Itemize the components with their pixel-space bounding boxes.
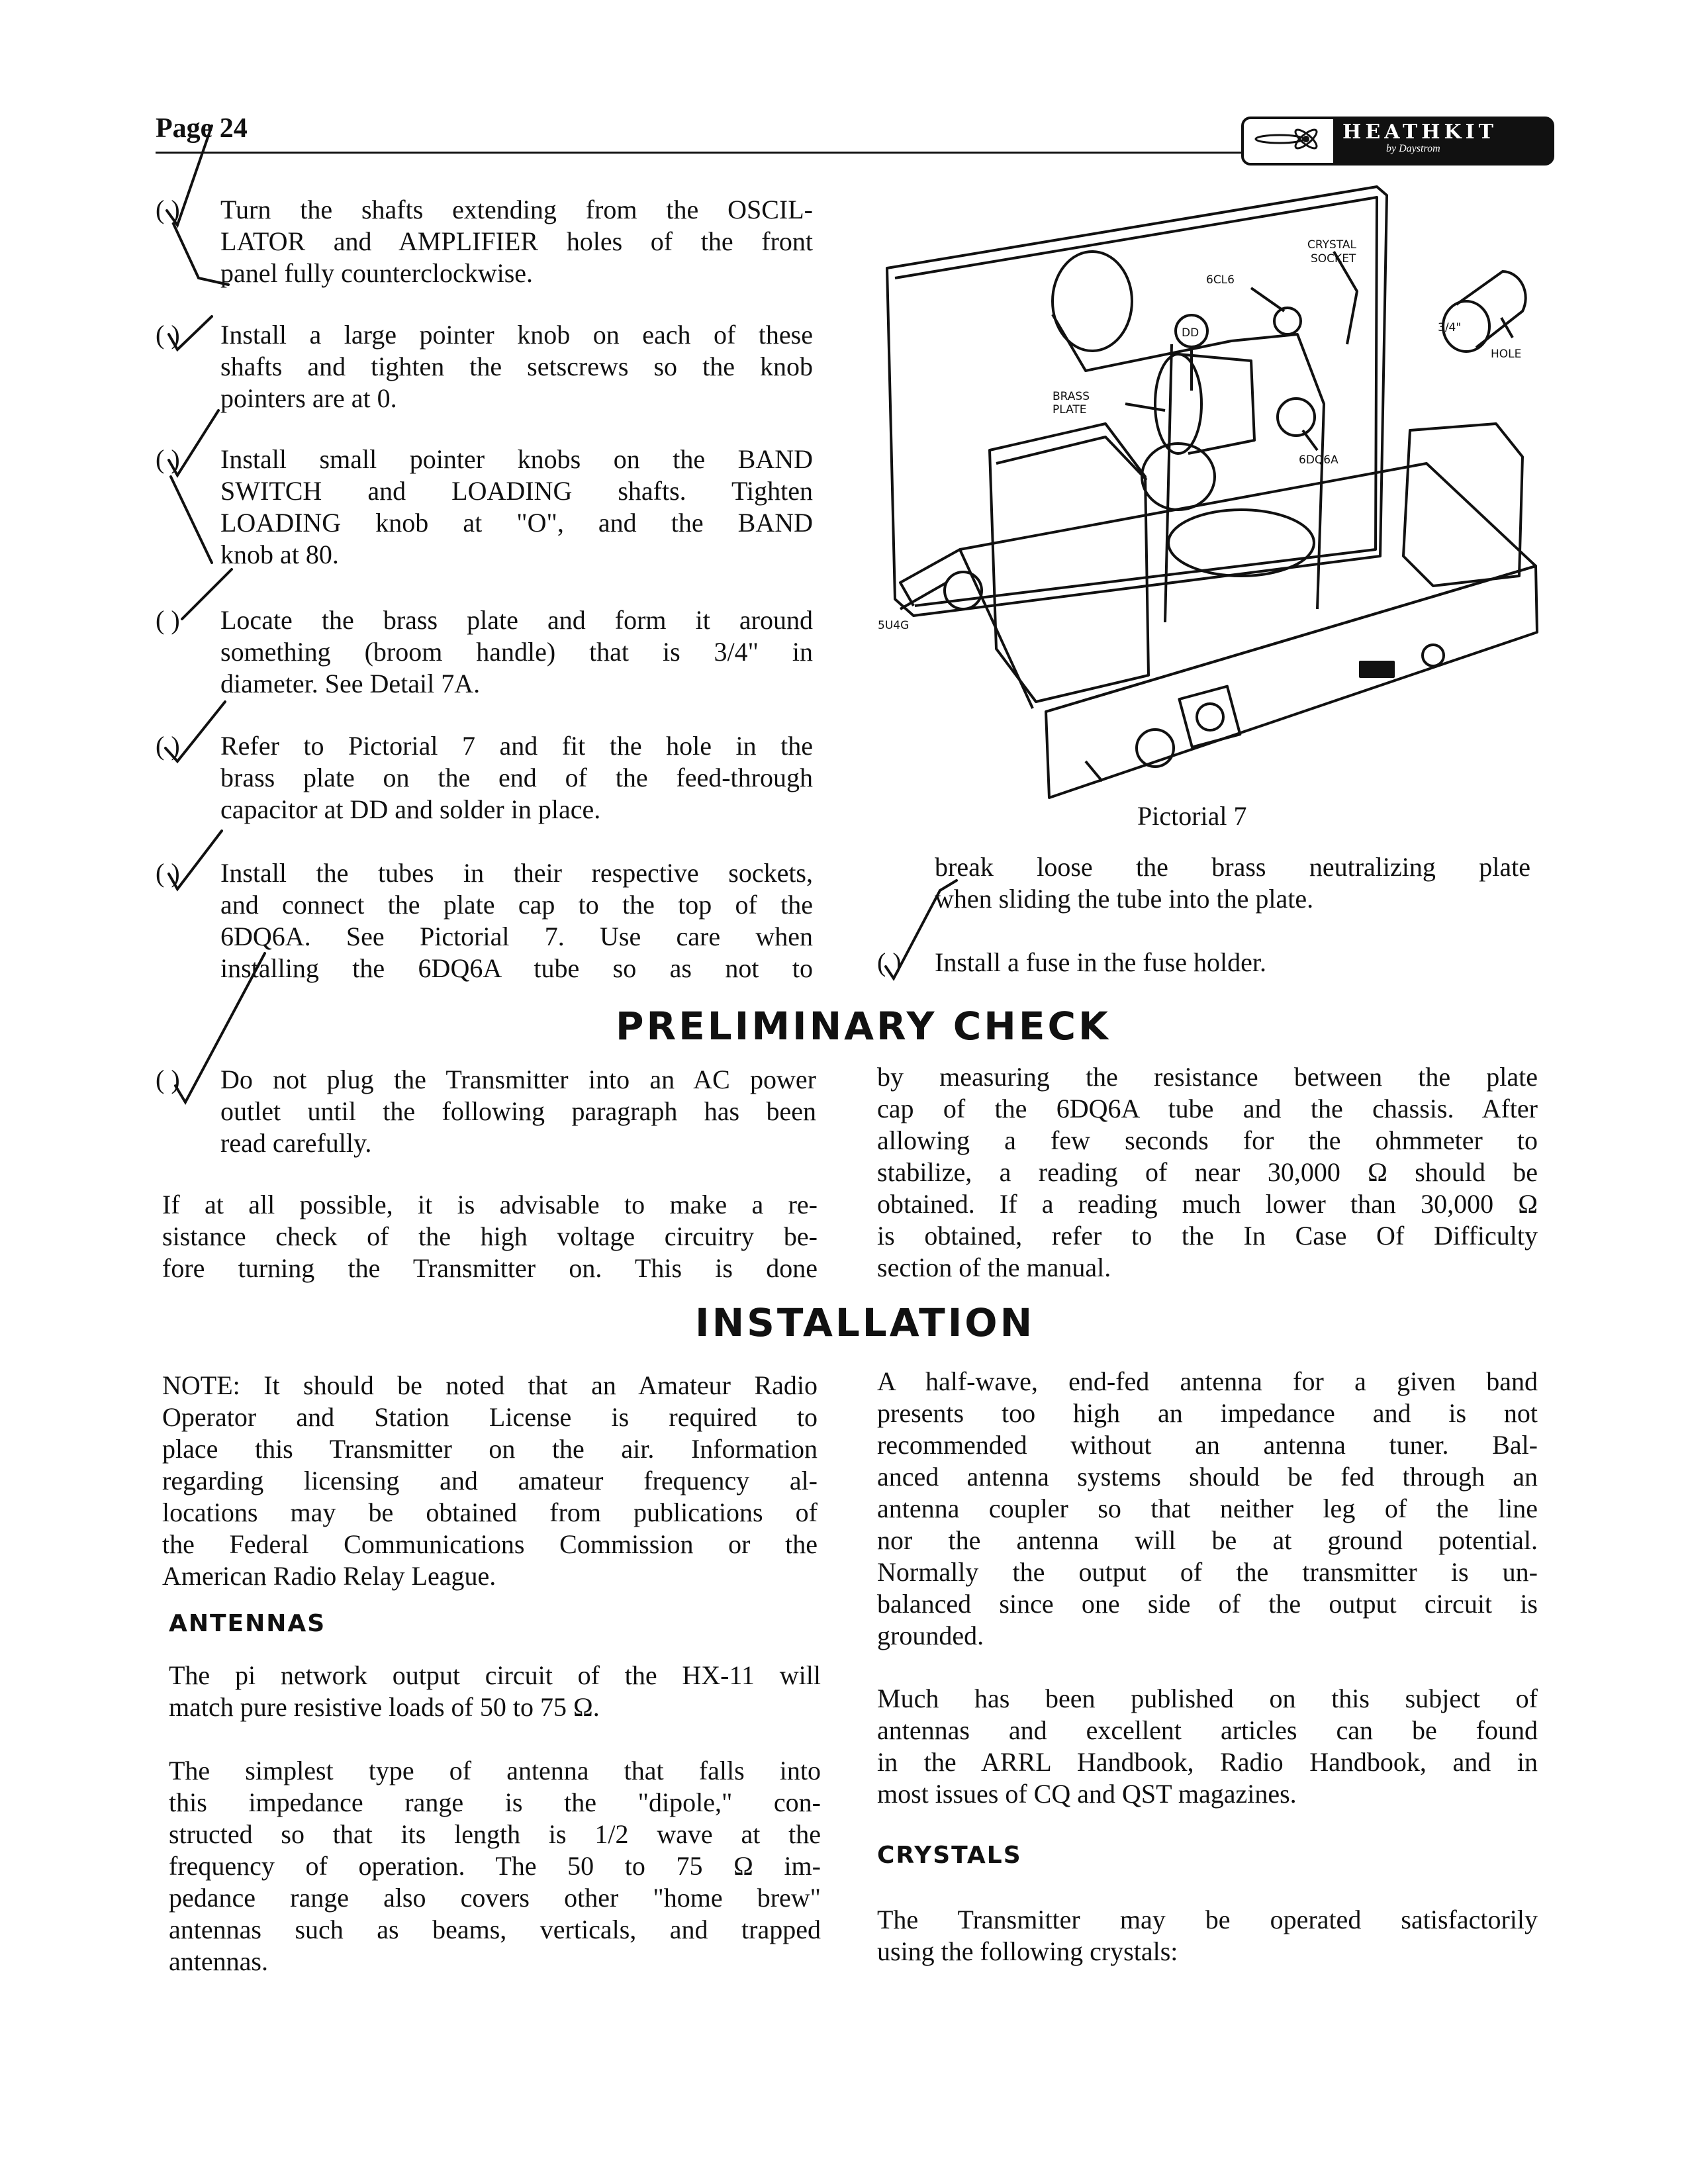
text-line: installing the 6DQ6A tube so as not to xyxy=(220,953,813,983)
text-line: section of the manual. xyxy=(877,1253,1111,1282)
step-6-continuation xyxy=(935,851,1530,915)
text-line: SWITCH and LOADING shafts. Tighten xyxy=(220,476,813,506)
text-line: match pure resistive loads of 50 to 75 Ω. xyxy=(169,1692,600,1722)
checkbox[interactable]: ( ) xyxy=(156,858,180,888)
preliminary-paragraph-right xyxy=(877,1061,1538,1284)
checkbox[interactable]: ( ) xyxy=(156,605,180,635)
text-line: Do not plug the Transmitter into an AC power xyxy=(220,1065,816,1094)
text-line: nor the antenna will be at ground potential. xyxy=(877,1525,1538,1555)
text-line: most issues of CQ and QST magazines. xyxy=(877,1779,1297,1809)
text-line: antennas. xyxy=(169,1946,268,1976)
text-line: The Transmitter may be operated satisfactorily xyxy=(877,1905,1538,1934)
text-line: recommended without an antenna tuner. Bal- xyxy=(877,1430,1538,1460)
text-line: regarding licensing and amateur frequency al- xyxy=(162,1466,818,1496)
text-line: antenna coupler so that neither leg of the line xyxy=(877,1494,1538,1523)
text-line: obtained. If a reading much lower than 30,000 Ω xyxy=(877,1189,1538,1219)
text-line: panel fully counterclockwise. xyxy=(220,258,534,288)
label-plate: PLATE xyxy=(1053,403,1087,416)
checkbox[interactable]: ( ) xyxy=(877,947,902,977)
text-line: locations may be obtained from publications of xyxy=(162,1497,818,1527)
label-dd: DD xyxy=(1182,326,1199,340)
text-line: using the following crystals: xyxy=(877,1936,1178,1966)
preliminary-check-heading: PRELIMINARY CHECK xyxy=(616,1004,1111,1049)
text-line: Install the tubes in their respective sockets, xyxy=(220,858,813,888)
text-line: American Radio Relay League. xyxy=(162,1561,496,1591)
text-line: read carefully. xyxy=(220,1128,372,1158)
pictorial-7-illustration xyxy=(871,179,1540,811)
checkbox[interactable]: ( ) xyxy=(156,320,180,350)
text-line: the Federal Communications Commission or the xyxy=(162,1529,818,1559)
label-hole: HOLE xyxy=(1491,348,1522,361)
text-line: Refer to Pictorial 7 and fit the hole in the xyxy=(220,731,813,761)
label-diameter: 3/4" xyxy=(1438,321,1462,334)
label-6dq6a: 6DQ6A xyxy=(1299,453,1338,467)
text-line: Operator and Station License is required to xyxy=(162,1402,818,1432)
step-fuse xyxy=(935,947,1530,978)
text-line: cap of the 6DQ6A tube and the chassis. After xyxy=(877,1094,1538,1123)
text-line: 6DQ6A. See Pictorial 7. Use care when xyxy=(220,922,813,951)
antenna-connector xyxy=(1179,687,1240,747)
text-line: A half-wave, end-fed antenna for a given band xyxy=(877,1366,1538,1396)
crystals-heading: CRYSTALS xyxy=(877,1842,1022,1869)
tube-socket-5u4g xyxy=(945,572,982,609)
toggle-switch xyxy=(1086,761,1102,781)
text-line: sistance check of the high voltage circuitry be- xyxy=(162,1221,818,1251)
text-line: allowing a few seconds for the ohmmeter to xyxy=(877,1125,1538,1155)
brass-plate xyxy=(1155,354,1201,453)
antennas-paragraph-2 xyxy=(169,1755,821,1977)
text-line: The pi network output circuit of the HX-11 will xyxy=(169,1660,821,1690)
transformer-right xyxy=(1403,424,1523,586)
logo-subtext: by Daystrom xyxy=(1386,143,1440,154)
text-line: something (broom handle) that is 3/4" in xyxy=(220,637,813,667)
checkbox[interactable]: ( ) xyxy=(156,1065,180,1094)
antennas-paragraph-4 xyxy=(877,1683,1538,1810)
text-line: fore turning the Transmitter on. This is done xyxy=(162,1253,818,1283)
text-line: shafts and tighten the setscrews so the knob xyxy=(220,352,813,381)
text-line: Turn the shafts extending from the OSCIL- xyxy=(220,195,813,224)
antennas-paragraph-1 xyxy=(169,1660,821,1723)
text-line: frequency of operation. The 50 to 75 Ω im- xyxy=(169,1851,821,1881)
label-brass: BRASS xyxy=(1053,390,1090,403)
tube-socket-6dq6a xyxy=(1278,399,1315,436)
text-line: Install small pointer knobs on the BAND xyxy=(220,444,813,474)
label-crystal: CRYSTAL xyxy=(1307,238,1356,252)
text-line: antennas such as beams, verticals, and trapped xyxy=(169,1915,821,1944)
pictorial-caption: Pictorial 7 xyxy=(1137,801,1247,831)
shaft-detail xyxy=(1456,271,1526,348)
text-line: balanced since one side of the output circuit is xyxy=(877,1589,1538,1619)
logo-text: HEATHKIT xyxy=(1342,120,1497,144)
fuse-holder xyxy=(1360,662,1393,677)
antennas-paragraph-3 xyxy=(877,1366,1538,1652)
crystals-paragraph xyxy=(877,1904,1538,1968)
text-line: in the ARRL Handbook, Radio Handbook, and in xyxy=(877,1747,1538,1777)
text-line: brass plate on the end of the feed-through xyxy=(220,763,813,792)
antennas-heading: ANTENNAS xyxy=(169,1610,326,1637)
text-line: presents too high an impedance and is not xyxy=(877,1398,1538,1428)
transformer-left xyxy=(990,424,1149,702)
installation-note xyxy=(162,1370,818,1592)
text-line: break loose the brass neutralizing plate xyxy=(935,852,1530,882)
text-line: NOTE: It should be noted that an Amateur Radio xyxy=(162,1370,818,1400)
text-line: knob at 80. xyxy=(220,540,339,569)
text-line: grounded. xyxy=(877,1621,984,1650)
text-line: LOADING knob at "O", and the BAND xyxy=(220,508,813,538)
text-line: diameter. See Detail 7A. xyxy=(220,669,481,698)
text-line: anced antenna systems should be fed through an xyxy=(877,1462,1538,1492)
text-line: pointers are at 0. xyxy=(220,383,397,413)
text-line: structed so that its length is 1/2 wave at the xyxy=(169,1819,821,1849)
label-6cl6: 6CL6 xyxy=(1206,273,1235,287)
text-line: LATOR and AMPLIFIER holes of the front xyxy=(220,226,813,256)
text-line: place this Transmitter on the air. Information xyxy=(162,1434,818,1464)
text-line: and connect the plate cap to the top of the xyxy=(220,890,813,920)
text-line: If at all possible, it is advisable to make a re- xyxy=(162,1190,818,1219)
label-socket: SOCKET xyxy=(1311,252,1356,265)
checkbox[interactable]: ( ) xyxy=(156,195,180,224)
text-line: by measuring the resistance between the plate xyxy=(877,1062,1538,1092)
installation-heading: INSTALLATION xyxy=(695,1300,1035,1345)
text-line: The simplest type of antenna that falls into xyxy=(169,1756,821,1785)
text-line: Install a large pointer knob on each of these xyxy=(220,320,813,350)
text-line: stabilize, a reading of near 30,000 Ω should be xyxy=(877,1157,1538,1187)
text-line: antennas and excellent articles can be found xyxy=(877,1715,1538,1745)
text-line: pedance range also covers other "home brew" xyxy=(169,1883,821,1913)
preliminary-paragraph-left xyxy=(162,1189,818,1284)
text-line: outlet until the following paragraph has been xyxy=(220,1096,816,1126)
text-line: Install a fuse in the fuse holder. xyxy=(935,947,1266,977)
text-line: capacitor at DD and solder in place. xyxy=(220,794,601,824)
text-line: Normally the output of the transmitter is un- xyxy=(877,1557,1538,1587)
text-line: is obtained, refer to the In Case Of Difficulty xyxy=(877,1221,1538,1251)
preliminary-step xyxy=(220,1064,816,1159)
checkbox[interactable]: ( ) xyxy=(156,444,180,474)
text-line: this impedance range is the "dipole," con- xyxy=(169,1787,821,1817)
tube-socket-6cl6 xyxy=(1274,308,1301,334)
chassis-top xyxy=(900,463,1536,712)
checkbox[interactable]: ( ) xyxy=(156,731,180,761)
text-line: when sliding the tube into the plate. xyxy=(935,884,1314,914)
label-5u4g: 5U4G xyxy=(878,619,910,632)
page-number: Page 24 xyxy=(156,113,248,144)
text-line: Much has been published on this subject of xyxy=(877,1684,1538,1713)
text-line: Locate the brass plate and form it around xyxy=(220,605,813,635)
